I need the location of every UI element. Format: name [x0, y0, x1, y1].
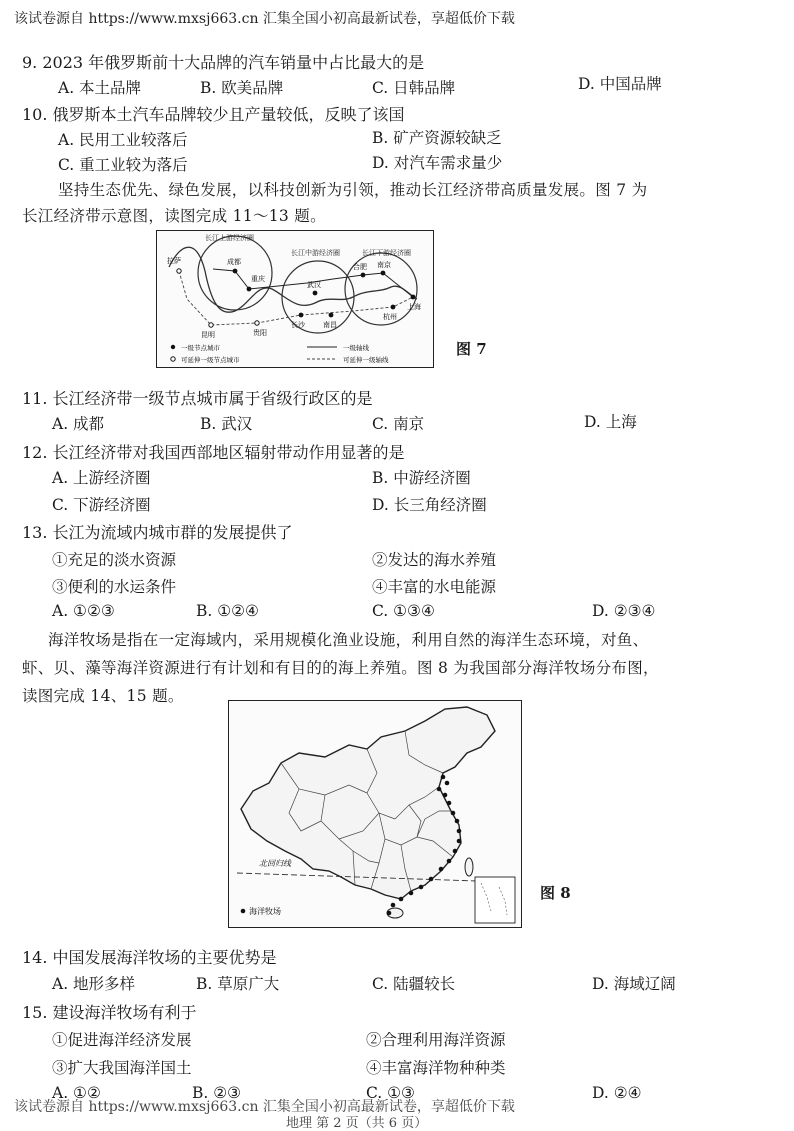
figure-7-label: 图 7 [456, 340, 487, 358]
question-13-stem: 13. 长江为流域内城市群的发展提供了 [22, 523, 293, 542]
q9-option-a: A. 本土品牌 [58, 79, 142, 97]
intro-14-15-line3: 读图完成 14、15 题。 [22, 687, 184, 705]
q13-statement-2: ②发达的海水养殖 [372, 551, 497, 569]
q15-statement-1: ①促进海洋经济发展 [52, 1031, 192, 1049]
intro-14-15-line2: 虾、贝、藻等海洋资源进行有计划和有目的的海上养殖。图 8 为我国部分海洋牧场分布图， [22, 659, 659, 677]
q9-option-c: C. 日韩品牌 [372, 79, 456, 97]
figure-8-map [229, 701, 521, 927]
city-guiyang: 贵阳 [253, 329, 267, 337]
q15-option-a: A. ①② [52, 1084, 101, 1102]
legend-extendable-axis: 可延伸一级轴线 [343, 356, 389, 364]
question-11-stem: 11. 长江经济带一级节点城市属于省级行政区的是 [22, 389, 373, 408]
city-wuhan: 武汉 [307, 281, 321, 289]
q9-option-b: B. 欧美品牌 [200, 79, 284, 97]
watermark-bottom: 该试卷源自 https://www.mxsj663.cn 汇集全国小初高最新试卷，享超低价下载 [14, 1099, 515, 1115]
city-lhasa: 拉萨 [167, 257, 181, 265]
city-chongqing: 重庆 [251, 275, 265, 283]
q13-statement-4: ④丰富的水电能源 [372, 578, 497, 596]
legend-extendable-city: 可延伸一级节点城市 [181, 356, 240, 364]
city-chengdu: 成都 [227, 258, 241, 266]
question-9-stem: 9. 2023 年俄罗斯前十大品牌的汽车销量中占比最大的是 [22, 53, 425, 72]
figure-7-diagram [157, 231, 433, 367]
page-footer: 地理 第 2 页（共 6 页） [286, 1116, 428, 1131]
city-hangzhou: 杭州 [383, 313, 397, 321]
legend-ocean-ranch: 海洋牧场 [249, 907, 281, 916]
figure-7-yangtze-economic-belt [156, 230, 434, 368]
city-nanchang: 南昌 [323, 321, 337, 329]
q10-option-d: D. 对汽车需求量少 [372, 154, 503, 172]
question-10-stem: 10. 俄罗斯本土汽车品牌较少且产量较低，反映了该国 [22, 105, 405, 124]
q15-option-c: C. ①③ [366, 1084, 415, 1102]
q14-option-c: C. 陆疆较长 [372, 975, 456, 993]
q14-option-a: A. 地形多样 [52, 975, 136, 993]
q10-option-b: B. 矿产资源较缺乏 [372, 129, 502, 147]
q13-statement-1: ①充足的淡水资源 [52, 551, 177, 569]
city-shanghai: 上海 [407, 303, 421, 311]
city-changsha: 长沙 [291, 321, 305, 329]
q12-option-b: B. 中游经济圈 [372, 469, 471, 487]
city-nanjing: 南京 [377, 261, 391, 269]
label-upper-circle: 长江上游经济圈 [205, 234, 254, 242]
label-lower-circle: 长江下游经济圈 [362, 249, 411, 257]
q13-statement-3: ③便利的水运条件 [52, 578, 177, 596]
q9-option-d: D. 中国品牌 [578, 75, 662, 93]
q12-option-c: C. 下游经济圈 [52, 496, 151, 514]
q15-statement-4: ④丰富海洋物种种类 [366, 1059, 506, 1077]
city-kunming: 昆明 [201, 331, 215, 339]
city-hefei: 合肥 [353, 263, 367, 271]
tropic-of-cancer-label: 北回归线 [259, 859, 291, 868]
taiwan-island [465, 858, 473, 876]
question-14-stem: 14. 中国发展海洋牧场的主要优势是 [22, 948, 277, 967]
china-outline [241, 707, 495, 899]
legend-primary-city: 一级节点城市 [181, 344, 220, 352]
q13-option-d: D. ②③④ [592, 602, 656, 620]
q12-option-a: A. 上游经济圈 [52, 469, 151, 487]
intro-14-15-line1: 海洋牧场是指在一定海域内，采用规模化渔业设施，利用自然的海洋生态环境，对鱼、 [48, 631, 649, 649]
label-middle-circle: 长江中游经济圈 [291, 249, 340, 257]
q13-option-c: C. ①③④ [372, 602, 435, 620]
figure-8-label: 图 8 [540, 884, 571, 902]
q11-option-a: A. 成都 [52, 415, 105, 433]
q13-option-b: B. ①②④ [196, 602, 259, 620]
q12-option-d: D. 长三角经济圈 [372, 496, 487, 514]
q15-statement-3: ③扩大我国海洋国土 [52, 1059, 192, 1077]
watermark-top: 该试卷源自 https://www.mxsj663.cn 汇集全国小初高最新试卷，享超低价下载 [14, 11, 515, 27]
question-12-stem: 12. 长江经济带对我国西部地区辐射带动作用显著的是 [22, 443, 405, 462]
q15-option-b: B. ②③ [192, 1084, 242, 1102]
q11-option-c: C. 南京 [372, 415, 425, 433]
q11-option-d: D. 上海 [584, 413, 637, 431]
q10-option-c: C. 重工业较为落后 [58, 156, 188, 174]
q15-option-d: D. ②④ [592, 1084, 642, 1102]
legend-primary-axis: 一级轴线 [343, 344, 369, 352]
question-15-stem: 15. 建设海洋牧场有利于 [22, 1003, 197, 1022]
south-china-sea-inset [475, 877, 515, 923]
q14-option-b: B. 草原广大 [196, 975, 280, 993]
q13-option-a: A. ①②③ [52, 602, 115, 620]
q15-statement-2: ②合理利用海洋资源 [366, 1031, 506, 1049]
q11-option-b: B. 武汉 [200, 415, 253, 433]
q14-option-d: D. 海域辽阔 [592, 975, 676, 993]
intro-11-13-line1: 坚持生态优先、绿色发展，以科技创新为引领，推动长江经济带高质量发展。图 7 为 [58, 181, 648, 199]
figure-8-ocean-ranch-map [228, 700, 522, 928]
intro-11-13-line2: 长江经济带示意图，读图完成 11～13 题。 [22, 207, 326, 225]
legend-ocean-ranch-dot [241, 909, 246, 914]
q10-option-a: A. 民用工业较落后 [58, 131, 188, 149]
extendable-axis [179, 271, 413, 325]
